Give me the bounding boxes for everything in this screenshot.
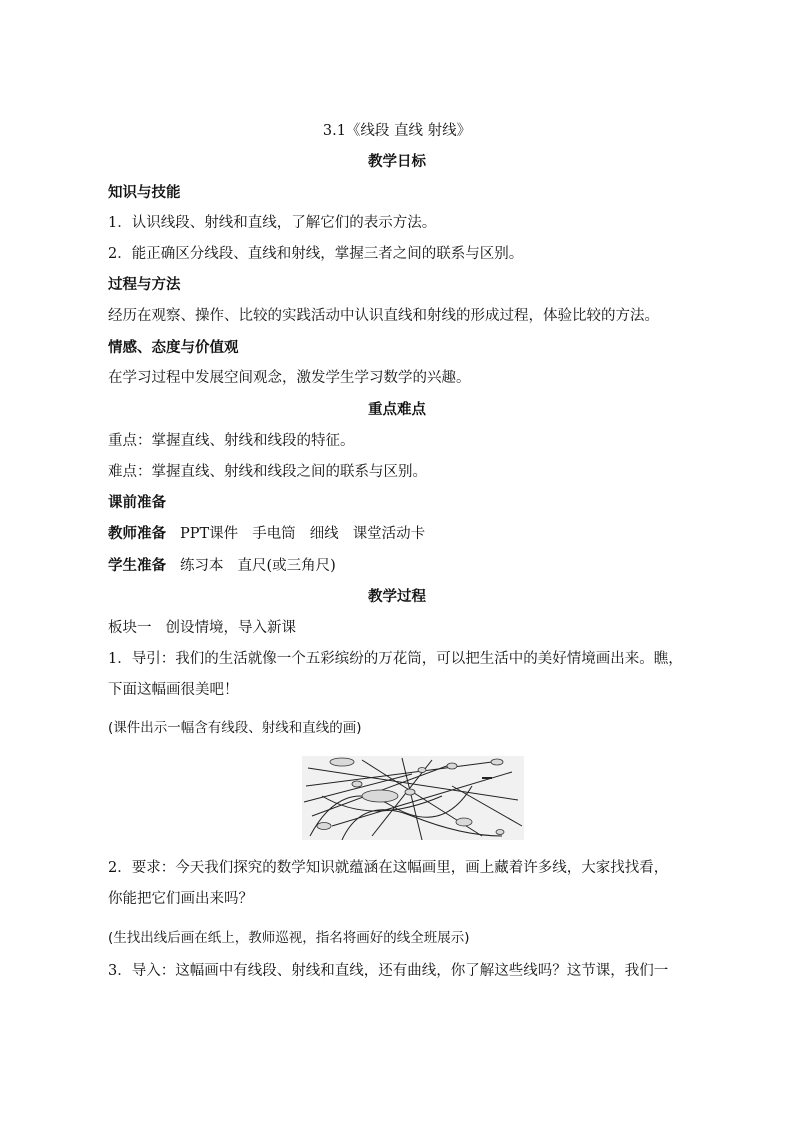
module-1-heading [108,618,728,638]
keypoints-heading: 重点难点 [368,401,426,418]
process-heading: 过程与方法 [108,276,181,293]
prep-heading: 课前准备 [108,494,166,511]
teacher-prep-item: 课堂活动卡 [352,526,426,542]
note-2: (生找出线后画在纸上，教师巡视，指名将画好的线全班展示) [108,930,470,946]
lines-drawing-figure [302,756,524,840]
module-1-title: 创设情境，导入新课 [165,620,296,636]
attitude-text: 在学习过程中发展空间观念，激发学生学习数学的兴趣。 [108,370,471,386]
knowledge-item-2: 2．能正确区分线段、直线和射线，掌握三者之间的联系与区别。 [108,246,524,262]
objectives-heading: 教学日标 [368,153,426,170]
difficulty-text: 难点：掌握直线、射线和线段之间的联系与区别。 [108,464,427,480]
teacher-prep-item: 手电筒 [252,526,296,542]
teacher-prep-label: 教师准备 [108,525,166,542]
teacher-prep-item: PPT课件 [180,526,239,542]
student-prep-row [108,556,728,576]
document-title: 3.1《线段 直线 射线》 [322,123,472,139]
attitude-heading: 情感、态度与价值观 [108,339,239,356]
knowledge-heading: 知识与技能 [108,184,181,201]
teacher-prep-item: 细线 [309,526,339,542]
step-2-line-1: 2．要求：今天我们探究的数学知识就蕴涵在这幅画里，画上藏着许多线，大家找找看， [108,860,669,876]
figure-background [302,756,524,840]
step-1-line-1: 1．导引：我们的生活就像一个五彩缤纷的万花筒，可以把生活中的美好情境画出来。瞧， [108,651,683,667]
step-1-line-2: 下面这幅画很美吧！ [108,682,239,698]
student-prep-item: 直尺(或三角尺) [237,558,336,574]
module-1-label: 板块一 [108,620,152,636]
step-3-line-1: 3．导入：这幅画中有线段、射线和直线，还有曲线，你了解这些线吗？这节课，我们一 [108,963,669,979]
teaching-process-heading: 教学过程 [368,588,426,605]
keypoint-text: 重点：掌握直线、射线和线段的特征。 [108,433,355,449]
teacher-prep-row [108,524,728,544]
step-2-line-2: 你能把它们画出来吗？ [108,891,253,907]
student-prep-item: 练习本 [180,558,224,574]
knowledge-item-1: 1．认识线段、射线和直线，了解它们的表示方法。 [108,215,437,231]
note-1: (课件出示一幅含有线段、射线和直线的画) [108,720,362,736]
process-text: 经历在观察、操作、比较的实践活动中认识直线和射线的形成过程，体验比较的方法。 [108,308,659,324]
student-prep-label: 学生准备 [108,557,166,574]
